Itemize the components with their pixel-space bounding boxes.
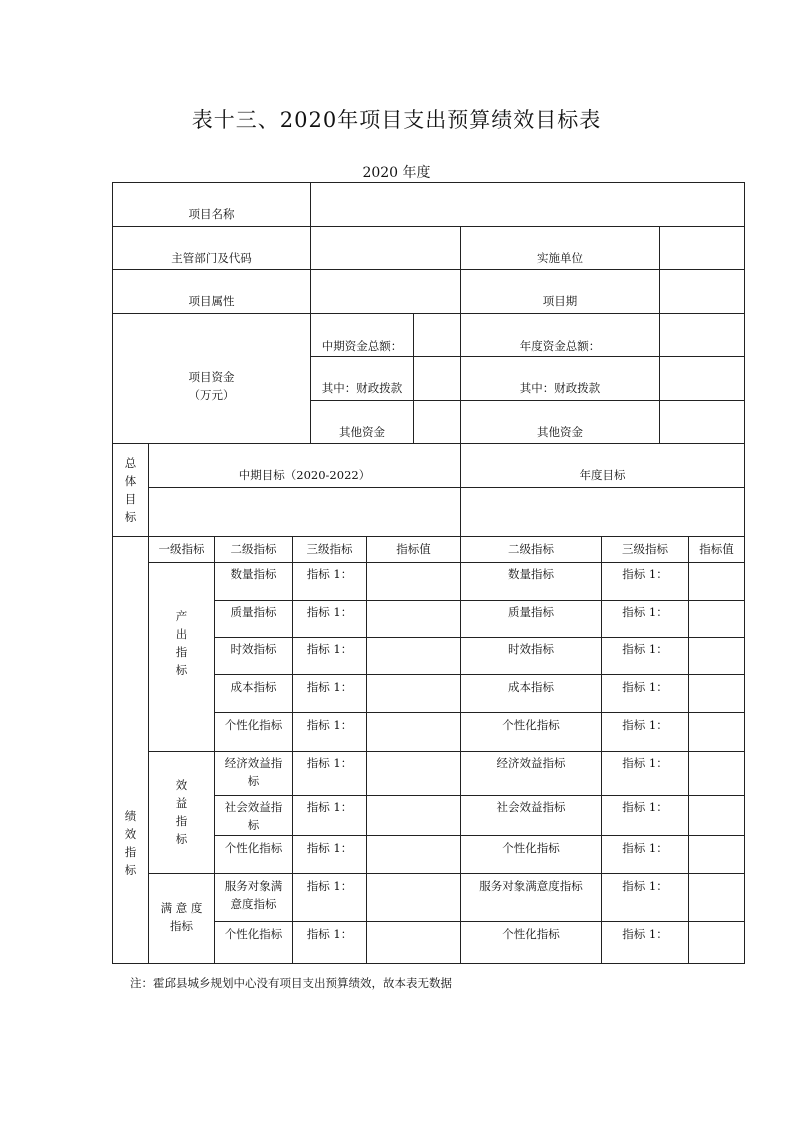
- other-left-label: 其他资金: [339, 425, 385, 439]
- indicator-level2-row-8-cell: [214, 835, 293, 874]
- dept-code-label-cell: [112, 226, 311, 270]
- footnote: 注：霍邱县城乡规划中心没有项目支出预算绩效，故本表无数据: [130, 976, 452, 990]
- indicator-level3-row-5: 指标 1：: [306, 718, 353, 732]
- project-name-label-cell: [112, 182, 311, 227]
- project-period-label: 项目期: [542, 294, 578, 308]
- indicator-level3-right-row-6: 指标 1：: [622, 756, 668, 770]
- group-satisfaction: 满 意 度 指标: [160, 901, 203, 933]
- indicator-level3-row-4-cell: [292, 674, 367, 713]
- indicator-level3-right-row-1-cell: [601, 562, 689, 601]
- mid-total-label-cell: [310, 313, 414, 357]
- indicator-value-row-5: [366, 712, 461, 752]
- indicator-level2-right-row-5: 个性化指标: [502, 718, 560, 732]
- indicator-level3-row-1: 指标 1：: [306, 567, 353, 581]
- annual-goal-label: 年度目标: [579, 468, 626, 482]
- indicator-value-right-row-9: [688, 873, 745, 922]
- header-level2-right: 二级指标: [508, 542, 554, 556]
- indicator-level3-row-8: 指标 1：: [306, 841, 353, 855]
- indicator-level2-row-3-cell: [214, 637, 293, 675]
- header-value-right-cell: [688, 536, 745, 563]
- indicator-level3-row-3-cell: [292, 637, 367, 675]
- indicator-level2-right-row-5-cell: [460, 712, 602, 752]
- indicator-value-right-row-1: [688, 562, 745, 601]
- mid-total-value: [413, 313, 461, 357]
- indicator-level2-right-row-4-cell: [460, 674, 602, 713]
- indicator-level3-row-10: 指标 1：: [306, 927, 353, 941]
- header-level1-cell: [148, 536, 215, 563]
- indicator-level3-right-row-10-cell: [601, 921, 689, 964]
- indicator-level2-row-1: 数量指标: [230, 567, 277, 581]
- header-level2: 二级指标: [230, 542, 277, 556]
- indicator-level3-right-row-4-cell: [601, 674, 689, 713]
- indicator-level2-right-row-4: 成本指标: [508, 680, 554, 694]
- header-level3: 三级指标: [306, 542, 353, 556]
- header-value-right: 指标值: [699, 542, 734, 556]
- fiscal-right-label-cell: [460, 356, 660, 401]
- group-benefit-cell: [148, 751, 215, 874]
- indicator-level3-row-6: 指标 1：: [306, 756, 353, 770]
- header-value: 指标值: [396, 542, 431, 556]
- indicator-level2-right-row-9: 服务对象满意度指标: [479, 879, 583, 893]
- mid-goal-label: 中期目标（2020-2022）: [238, 468, 371, 482]
- indicator-level3-right-row-5-cell: [601, 712, 689, 752]
- indicator-value-right-row-6: [688, 751, 745, 796]
- indicator-value-right-row-5: [688, 712, 745, 752]
- dept-code-value: [310, 226, 461, 270]
- indicator-level2-right-row-8: 个性化指标: [502, 841, 560, 855]
- indicator-level2-right-row-7-cell: [460, 795, 602, 836]
- header-level3-right: 三级指标: [622, 542, 668, 556]
- indicator-level2-row-10: 个性化指标: [224, 927, 283, 941]
- perf-indicator-label-cell: [112, 536, 149, 964]
- annual-total-label: 年度资金总额：: [519, 339, 601, 353]
- group-output: 产 出 指 标: [175, 609, 188, 677]
- other-right-label-cell: [460, 400, 660, 444]
- indicator-level2-right-row-10: 个性化指标: [502, 927, 560, 941]
- group-satisfaction-cell: [148, 873, 215, 964]
- indicator-level3-row-3: 指标 1：: [306, 642, 353, 656]
- header-level1: 一级指标: [158, 542, 205, 556]
- indicator-level2-row-7-cell: [214, 795, 293, 836]
- project-funds-label: 项目资金 （万元）: [188, 370, 235, 402]
- indicator-level3-row-4: 指标 1：: [306, 680, 353, 694]
- indicator-level3-row-8-cell: [292, 835, 367, 874]
- indicator-level3-right-row-1: 指标 1：: [622, 567, 668, 581]
- mid-goal-value: [148, 487, 461, 537]
- indicator-level3-row-6-cell: [292, 751, 367, 796]
- mid-goal-label-cell: [148, 443, 461, 488]
- fiscal-right-value: [659, 356, 745, 401]
- project-attr-value: [310, 269, 461, 314]
- indicator-level3-right-row-9-cell: [601, 873, 689, 922]
- indicator-level3-right-row-6-cell: [601, 751, 689, 796]
- indicator-value-right-row-10: [688, 921, 745, 964]
- indicator-level3-right-row-8: 指标 1：: [622, 841, 668, 855]
- table-title: 表十三、2020年项目支出预算绩效目标表: [191, 108, 602, 132]
- indicator-level2-right-row-7: 社会效益指标: [496, 800, 566, 814]
- indicator-level3-right-row-3-cell: [601, 637, 689, 675]
- indicator-value-row-6: [366, 751, 461, 796]
- other-right-label: 其他资金: [537, 425, 583, 439]
- indicator-level2-row-1-cell: [214, 562, 293, 601]
- indicator-value-row-3: [366, 637, 461, 675]
- indicator-level2-row-9-cell: [214, 873, 293, 922]
- indicator-level3-row-10-cell: [292, 921, 367, 964]
- indicator-level2-row-8: 个性化指标: [224, 841, 283, 855]
- indicator-level2-row-7: 社会效益指 标: [224, 800, 283, 832]
- indicator-value-row-10: [366, 921, 461, 964]
- indicator-level2-right-row-10-cell: [460, 921, 602, 964]
- header-level2-right-cell: [460, 536, 602, 563]
- indicator-level3-right-row-2: 指标 1：: [622, 605, 668, 619]
- impl-unit-label-cell: [460, 226, 660, 270]
- project-funds-label-cell: [112, 313, 311, 444]
- project-attr-label: 项目属性: [188, 294, 235, 308]
- project-name-value: [310, 182, 745, 227]
- indicator-level2-row-3: 时效指标: [230, 642, 277, 656]
- indicator-level3-row-5-cell: [292, 712, 367, 752]
- indicator-level2-right-row-1: 数量指标: [508, 567, 554, 581]
- other-left-value: [413, 400, 461, 444]
- indicator-value-row-9: [366, 873, 461, 922]
- indicator-level3-right-row-5: 指标 1：: [622, 718, 668, 732]
- annual-total-label-cell: [460, 313, 660, 357]
- header-value-cell: [366, 536, 461, 563]
- indicator-value-right-row-7: [688, 795, 745, 836]
- header-level3-cell: [292, 536, 367, 563]
- indicator-value-row-2: [366, 600, 461, 638]
- group-output-cell: [148, 562, 215, 752]
- other-left-label-cell: [310, 400, 414, 444]
- indicator-level3-right-row-8-cell: [601, 835, 689, 874]
- indicator-level3-row-2-cell: [292, 600, 367, 638]
- indicator-level3-right-row-9: 指标 1：: [622, 879, 668, 893]
- annual-goal-label-cell: [460, 443, 745, 488]
- project-attr-label-cell: [112, 269, 311, 314]
- indicator-level2-row-6: 经济效益指 标: [224, 756, 283, 788]
- indicator-level2-row-5-cell: [214, 712, 293, 752]
- indicator-level2-right-row-3: 时效指标: [508, 642, 554, 656]
- indicator-level2-right-row-2: 质量指标: [508, 605, 554, 619]
- overall-goal-label: 总 体 目 标: [124, 456, 137, 524]
- project-period-value: [659, 269, 745, 314]
- indicator-value-right-row-2: [688, 600, 745, 638]
- indicator-level2-row-2: 质量指标: [230, 605, 277, 619]
- indicator-level3-row-7-cell: [292, 795, 367, 836]
- annual-goal-value: [460, 487, 745, 537]
- indicator-level3-right-row-4: 指标 1：: [622, 680, 668, 694]
- mid-total-label: 中期资金总额：: [321, 339, 403, 353]
- fiscal-right-label: 其中：财政拨款: [519, 381, 601, 395]
- indicator-level2-row-9: 服务对象满 意度指标: [224, 879, 283, 911]
- indicator-level3-row-9-cell: [292, 873, 367, 922]
- fiscal-left-value: [413, 356, 461, 401]
- indicator-level2-row-6-cell: [214, 751, 293, 796]
- indicator-level3-right-row-7-cell: [601, 795, 689, 836]
- indicator-level2-right-row-6: 经济效益指标: [496, 756, 566, 770]
- indicator-level2-right-row-3-cell: [460, 637, 602, 675]
- other-right-value: [659, 400, 745, 444]
- indicator-value-row-8: [366, 835, 461, 874]
- impl-unit-value: [659, 226, 745, 270]
- indicator-level3-row-9: 指标 1：: [306, 879, 353, 893]
- fiscal-left-label-cell: [310, 356, 414, 401]
- indicator-level2-row-4: 成本指标: [230, 680, 277, 694]
- indicator-value-row-4: [366, 674, 461, 713]
- header-level3-right-cell: [601, 536, 689, 563]
- indicator-value-row-7: [366, 795, 461, 836]
- indicator-level3-row-1-cell: [292, 562, 367, 601]
- group-benefit: 效 益 指 标: [175, 778, 188, 846]
- indicator-value-right-row-8: [688, 835, 745, 874]
- indicator-value-row-1: [366, 562, 461, 601]
- indicator-level2-right-row-8-cell: [460, 835, 602, 874]
- perf-indicator-label: 绩 效 指 标: [124, 809, 137, 877]
- indicator-level2-right-row-1-cell: [460, 562, 602, 601]
- indicator-level2-row-2-cell: [214, 600, 293, 638]
- indicator-level3-right-row-10: 指标 1：: [622, 927, 668, 941]
- header-level2-cell: [214, 536, 293, 563]
- annual-total-value: [659, 313, 745, 357]
- indicator-level2-right-row-2-cell: [460, 600, 602, 638]
- indicator-level3-right-row-2-cell: [601, 600, 689, 638]
- indicator-level3-right-row-3: 指标 1：: [622, 642, 668, 656]
- project-period-label-cell: [460, 269, 660, 314]
- indicator-level2-row-5: 个性化指标: [224, 718, 283, 732]
- impl-unit-label: 实施单位: [537, 251, 583, 265]
- year-label: 2020 年度: [362, 165, 431, 181]
- project-name-label: 项目名称: [188, 207, 235, 221]
- overall-goal-label-cell: [112, 443, 149, 537]
- indicator-value-right-row-4: [688, 674, 745, 713]
- indicator-value-right-row-3: [688, 637, 745, 675]
- dept-code-label: 主管部门及代码: [171, 251, 252, 265]
- indicator-level2-row-10-cell: [214, 921, 293, 964]
- indicator-level3-right-row-7: 指标 1：: [622, 800, 668, 814]
- indicator-level2-right-row-6-cell: [460, 751, 602, 796]
- indicator-level3-row-2: 指标 1：: [306, 605, 353, 619]
- fiscal-left-label: 其中：财政拨款: [321, 381, 403, 395]
- indicator-level3-row-7: 指标 1：: [306, 800, 353, 814]
- indicator-level2-right-row-9-cell: [460, 873, 602, 922]
- indicator-level2-row-4-cell: [214, 674, 293, 713]
